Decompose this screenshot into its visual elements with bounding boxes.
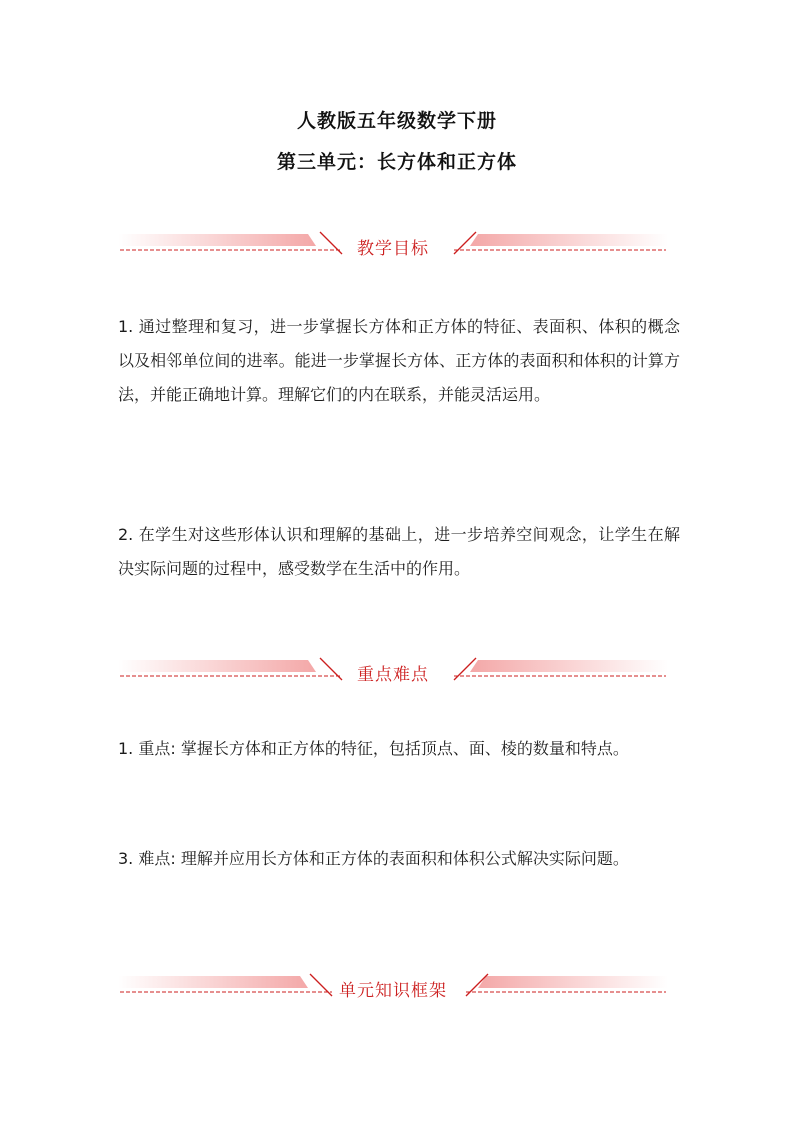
document-title: 人教版五年级数学下册 xyxy=(296,110,497,132)
section-header-knowledge-framework xyxy=(118,968,668,1004)
objective-paragraph-2: 2. 在学生对这些形体认识和理解的基础上，进一步培养空间观念，让学生在解决实际问题的过程中，感受数学在生活中的作用。 xyxy=(118,525,680,578)
section-heading: 教学目标 xyxy=(357,239,429,259)
section-header-objectives xyxy=(118,226,668,262)
difficulty-paragraph: 3. 难点: 理解并应用长方体和正方体的表面积和体积公式解决实际问题。 xyxy=(118,849,629,868)
section-header-key-points xyxy=(118,652,668,688)
section-heading: 单元知识框架 xyxy=(339,981,447,1001)
objective-paragraph-1: 1. 通过整理和复习，进一步掌握长方体和正方体的特征、表面积、体积的概念以及相邻单位间的进率。能进一步掌握长方体、正方体的表面积和体积的计算方法，并能正确地计算。理解它们的内在联系，并能灵活运用。 xyxy=(118,317,680,404)
section-heading: 重点难点 xyxy=(357,665,429,685)
document-subtitle: 第三单元：长方体和正方体 xyxy=(276,151,517,173)
key-point-paragraph: 1. 重点: 掌握长方体和正方体的特征，包括顶点、面、棱的数量和特点。 xyxy=(118,739,629,758)
